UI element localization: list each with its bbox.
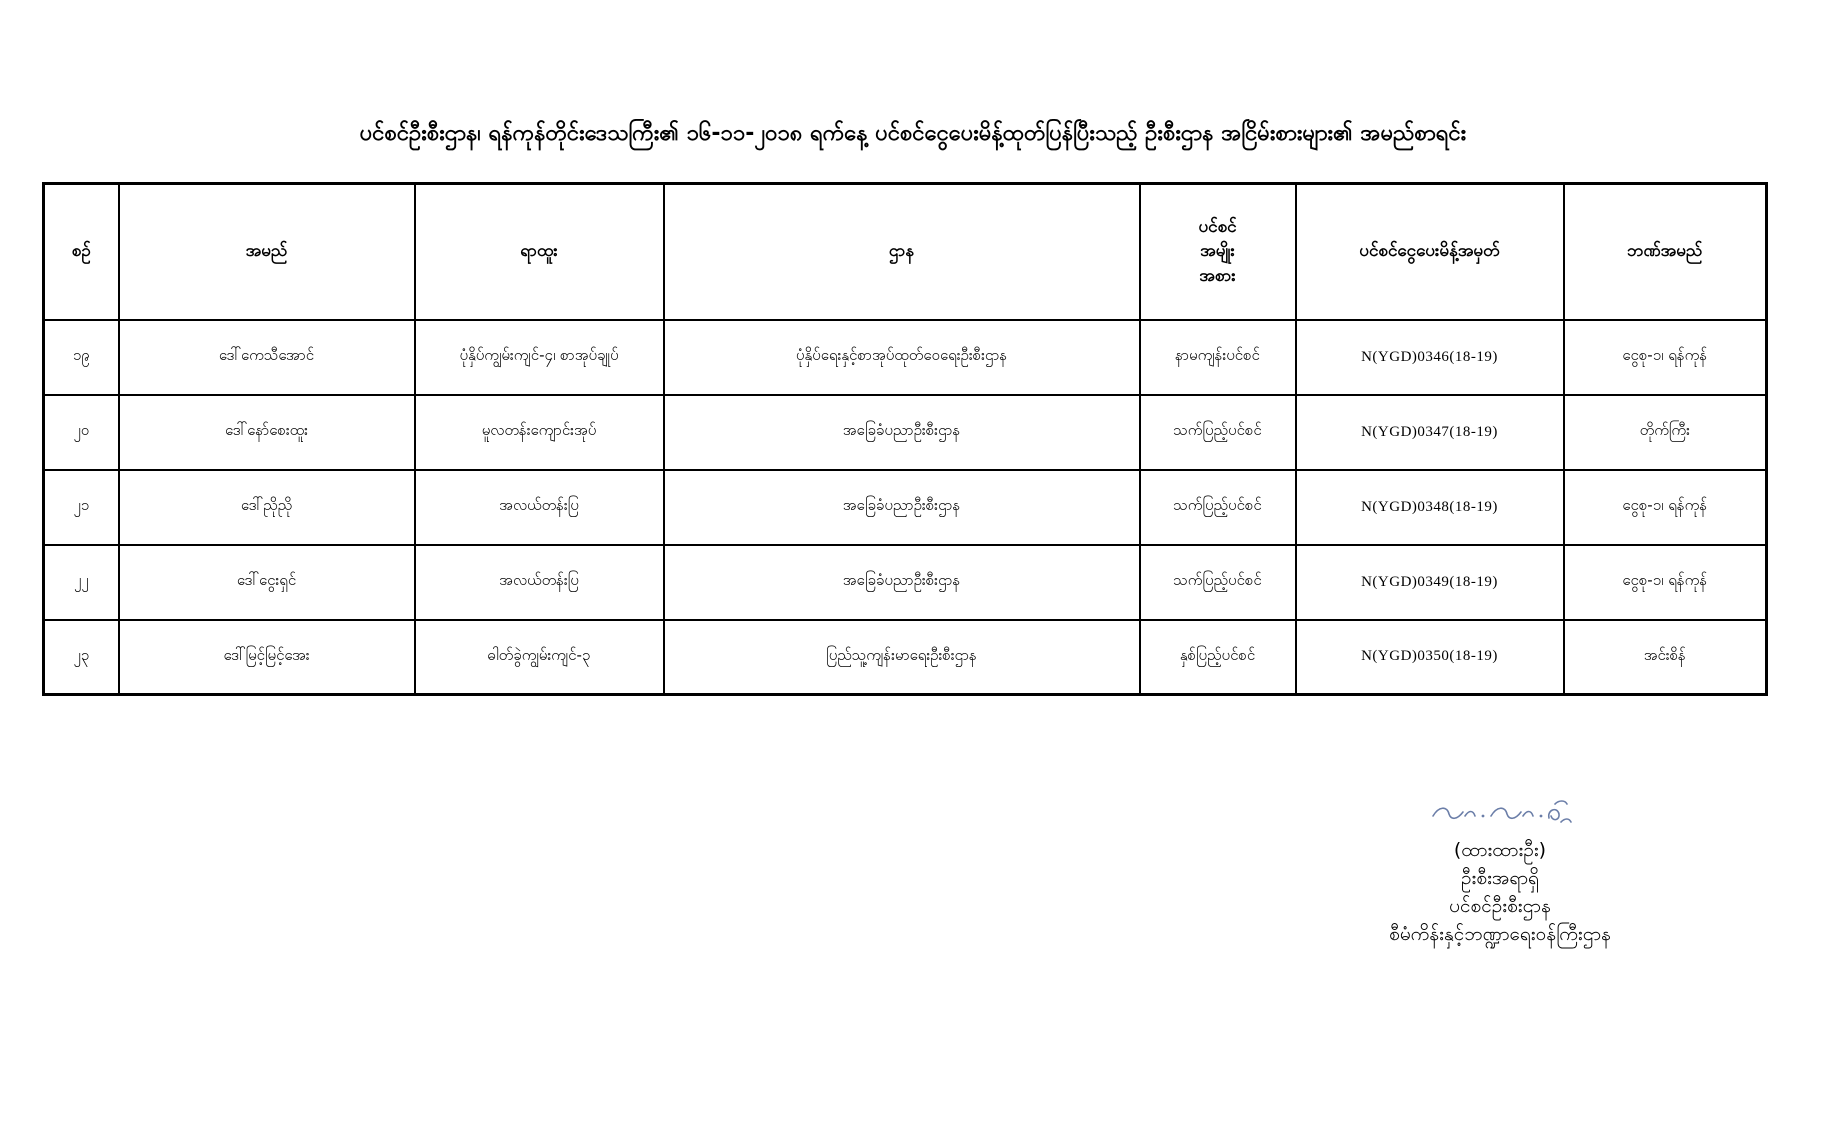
cell-bank: ငွေစု-၁၊ ရန်ကုန် <box>1564 470 1767 545</box>
cell-pension-type: သက်ပြည့်ပင်စင် <box>1140 545 1296 620</box>
cell-department: ပုံနှိပ်ရေးနှင့်စာအုပ်ထုတ်ဝေရေးဦးစီးဌာန <box>664 320 1140 395</box>
table-row <box>44 395 1767 470</box>
cell-department: ပြည်သူ့ကျန်းမာရေးဦးစီးဌာန <box>664 620 1140 695</box>
cell-permit-no: N(YGD)0347(18-19) <box>1296 395 1564 470</box>
header-pension-type-line: ပင်စင် <box>1198 216 1237 237</box>
cell-serial: ၂၃ <box>44 620 119 695</box>
signatory-title: ဦးစီးအရာရှိ <box>1461 867 1539 889</box>
signatory-department: ပင်စင်ဦးစီးဌာန <box>1449 895 1551 917</box>
table-row <box>44 320 1767 395</box>
handwritten-signature <box>1425 792 1575 832</box>
page-title: ပင်စင်ဦးစီးဌာန၊ ရန်ကုန်တိုင်းဒေသကြီး၏ ၁၆-၁၁-၂၀၁၈ ရက်နေ့ ပင်စင်ငွေပေးမိန့်ထုတ်ပြန်ပြီးသည့် ဦးစီးဌာန အငြိမ်းစားများ၏ အမည်စာရင်း <box>359 121 1467 146</box>
cell-position: အလယ်တန်းပြ <box>415 545 664 620</box>
header-pension-type <box>1140 184 1296 320</box>
header-pension-type-line: အမျိုး <box>1200 241 1235 262</box>
header-position: ရာထူး <box>415 184 664 320</box>
table-row <box>44 470 1767 545</box>
cell-pension-type: နာမကျန်းပင်စင် <box>1140 320 1296 395</box>
cell-position: ဓါတ်ခွဲကျွမ်းကျင်-၃ <box>415 620 664 695</box>
cell-name: ဒေါ်နော်စေးထူး <box>119 395 415 470</box>
table-row <box>44 620 1767 695</box>
header-permit-no: ပင်စင်ငွေပေးမိန့်အမှတ် <box>1296 184 1564 320</box>
cell-position: မူလတန်းကျောင်းအုပ် <box>415 395 664 470</box>
cell-permit-no: N(YGD)0346(18-19) <box>1296 320 1564 395</box>
cell-name: ဒေါ်ကေသီအောင် <box>119 320 415 395</box>
cell-permit-no: N(YGD)0349(18-19) <box>1296 545 1564 620</box>
header-serial: စဥ် <box>44 184 119 320</box>
cell-serial: ၂၂ <box>44 545 119 620</box>
cell-bank: ငွေစု-၁၊ ရန်ကုန် <box>1564 545 1767 620</box>
cell-serial: ၂၀ <box>44 395 119 470</box>
cell-bank: အင်းစိန် <box>1564 620 1767 695</box>
cell-position: ပုံနှိပ်ကျွမ်းကျင်-၄၊ စာအုပ်ချုပ် <box>415 320 664 395</box>
pensioner-table <box>42 182 1768 696</box>
cell-department: အခြေခံပညာဦးစီးဌာန <box>664 395 1140 470</box>
cell-position: အလယ်တန်းပြ <box>415 470 664 545</box>
cell-department: အခြေခံပညာဦးစီးဌာန <box>664 545 1140 620</box>
cell-permit-no: N(YGD)0348(18-19) <box>1296 470 1564 545</box>
table-header-row <box>44 184 1767 320</box>
cell-department: အခြေခံပညာဦးစီးဌာန <box>664 470 1140 545</box>
cell-name: ဒေါ်ညိုညို <box>119 470 415 545</box>
cell-name: ဒေါ်ငွေးရှင် <box>119 545 415 620</box>
header-department: ဌာန <box>664 184 1140 320</box>
header-pension-type-line: အစား <box>1199 266 1236 287</box>
cell-serial: ၂၁ <box>44 470 119 545</box>
signature-block <box>1290 792 1710 948</box>
cell-bank: တိုက်ကြီး <box>1564 395 1767 470</box>
header-bank: ဘဏ်အမည် <box>1564 184 1767 320</box>
signatory-ministry: စီမံကိန်းနှင့်ဘဏ္ဍာရေးဝန်ကြီးဌာန <box>1389 923 1611 945</box>
cell-permit-no: N(YGD)0350(18-19) <box>1296 620 1564 695</box>
cell-serial: ၁၉ <box>44 320 119 395</box>
cell-bank: ငွေစု-၁၊ ရန်ကုန် <box>1564 320 1767 395</box>
header-name: အမည် <box>119 184 415 320</box>
signatory-name: (ထားထားဦး) <box>1453 839 1547 861</box>
cell-name: ဒေါ်မြင့်မြင့်အေး <box>119 620 415 695</box>
table-row <box>44 545 1767 620</box>
cell-pension-type: သက်ပြည့်ပင်စင် <box>1140 395 1296 470</box>
cell-pension-type: နှစ်ပြည့်ပင်စင် <box>1140 620 1296 695</box>
cell-pension-type: သက်ပြည့်ပင်စင် <box>1140 470 1296 545</box>
